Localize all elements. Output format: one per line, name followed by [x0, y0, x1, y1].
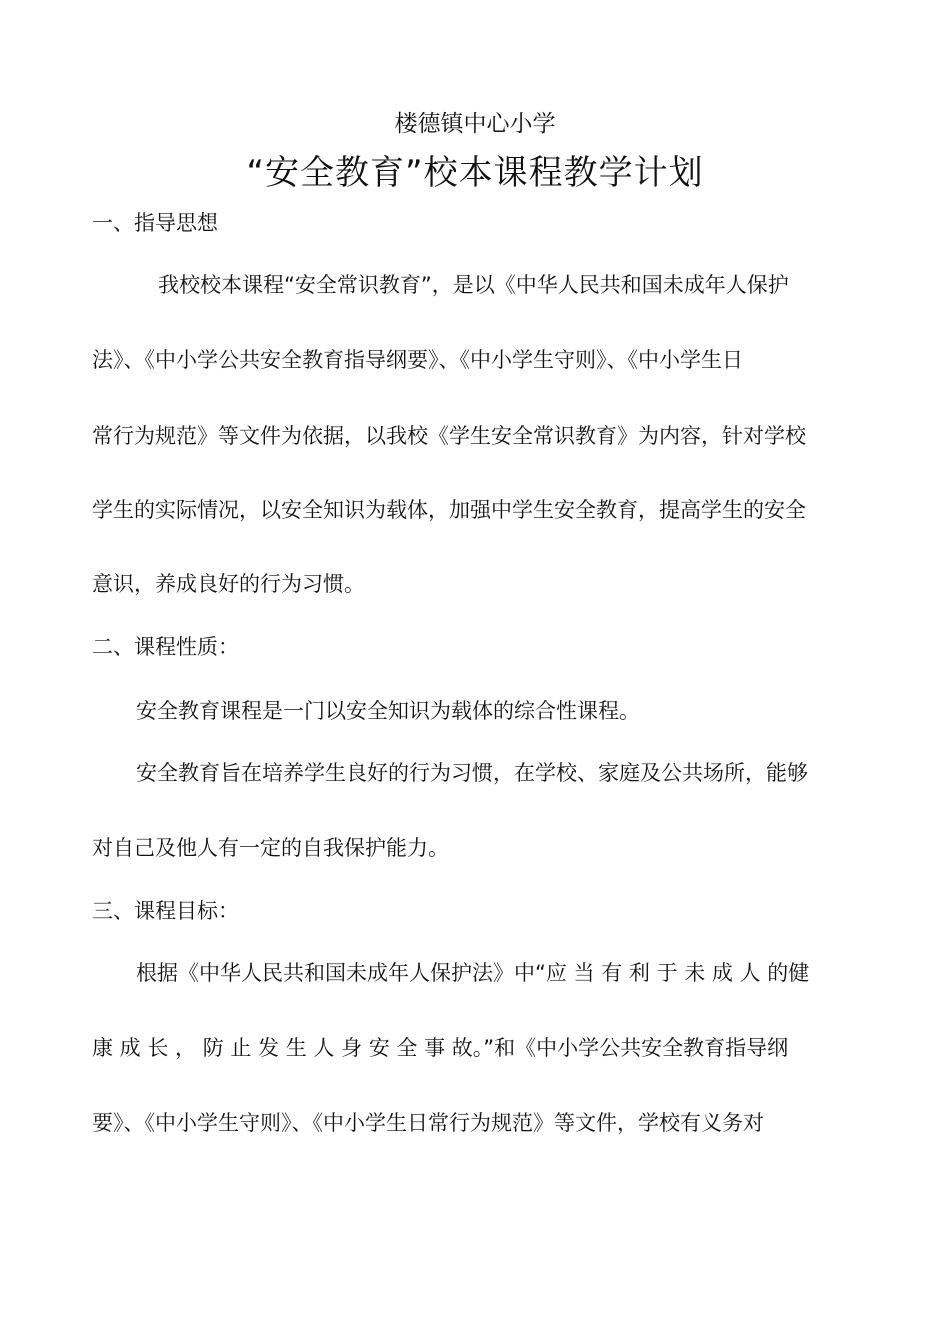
document-title: “安全教育”校本课程教学计划 [246, 153, 704, 193]
paragraph-line: 我校校本课程“安全常识教育”，是以《中华人民共和国未成年人保护 [158, 273, 789, 297]
section-heading-course-goals: 三、课程目标： [92, 899, 239, 923]
paragraph-line: 根据《中华人民共和国未成年人保护法》中“应 当 有 利 于 未 成 人 的健 [136, 961, 810, 985]
paragraph-line: 常行为规范》等文件为依据，以我校《学生安全常识教育》为内容，针对学校 [92, 424, 806, 448]
paragraph-line: 学生的实际情况，以安全知识为载体，加强中学生安全教育，提高学生的安全 [92, 498, 806, 522]
section-heading-course-nature: 二、课程性质： [92, 635, 239, 659]
paragraph-line: 安全教育课程是一门以安全知识为载体的综合性课程。 [136, 699, 640, 723]
section-heading-guiding-ideology: 一、指导思想 [92, 211, 218, 235]
paragraph-line: 对自己及他人有一定的自我保护能力。 [92, 836, 449, 860]
paragraph-line: 要》、《中小学生守则》、《中小学生日常行为规范》等文件，学校有义务对 [92, 1111, 764, 1135]
paragraph-line: 安全教育旨在培养学生良好的行为习惯，在学校、家庭及公共场所，能够 [136, 761, 808, 785]
paragraph-line: 康 成 长 ， 防 止 发 生 人 身 安 全 事 故。”和《中小学公共安全教育指导纲 [92, 1036, 789, 1060]
paragraph-line: 意识，养成良好的行为习惯。 [92, 572, 365, 596]
paragraph-line: 法》、《中小学公共安全教育指导纲要》、《中小学生守则》、《中小学生日 [92, 348, 743, 372]
school-name: 楼德镇中心小学 [394, 111, 556, 137]
